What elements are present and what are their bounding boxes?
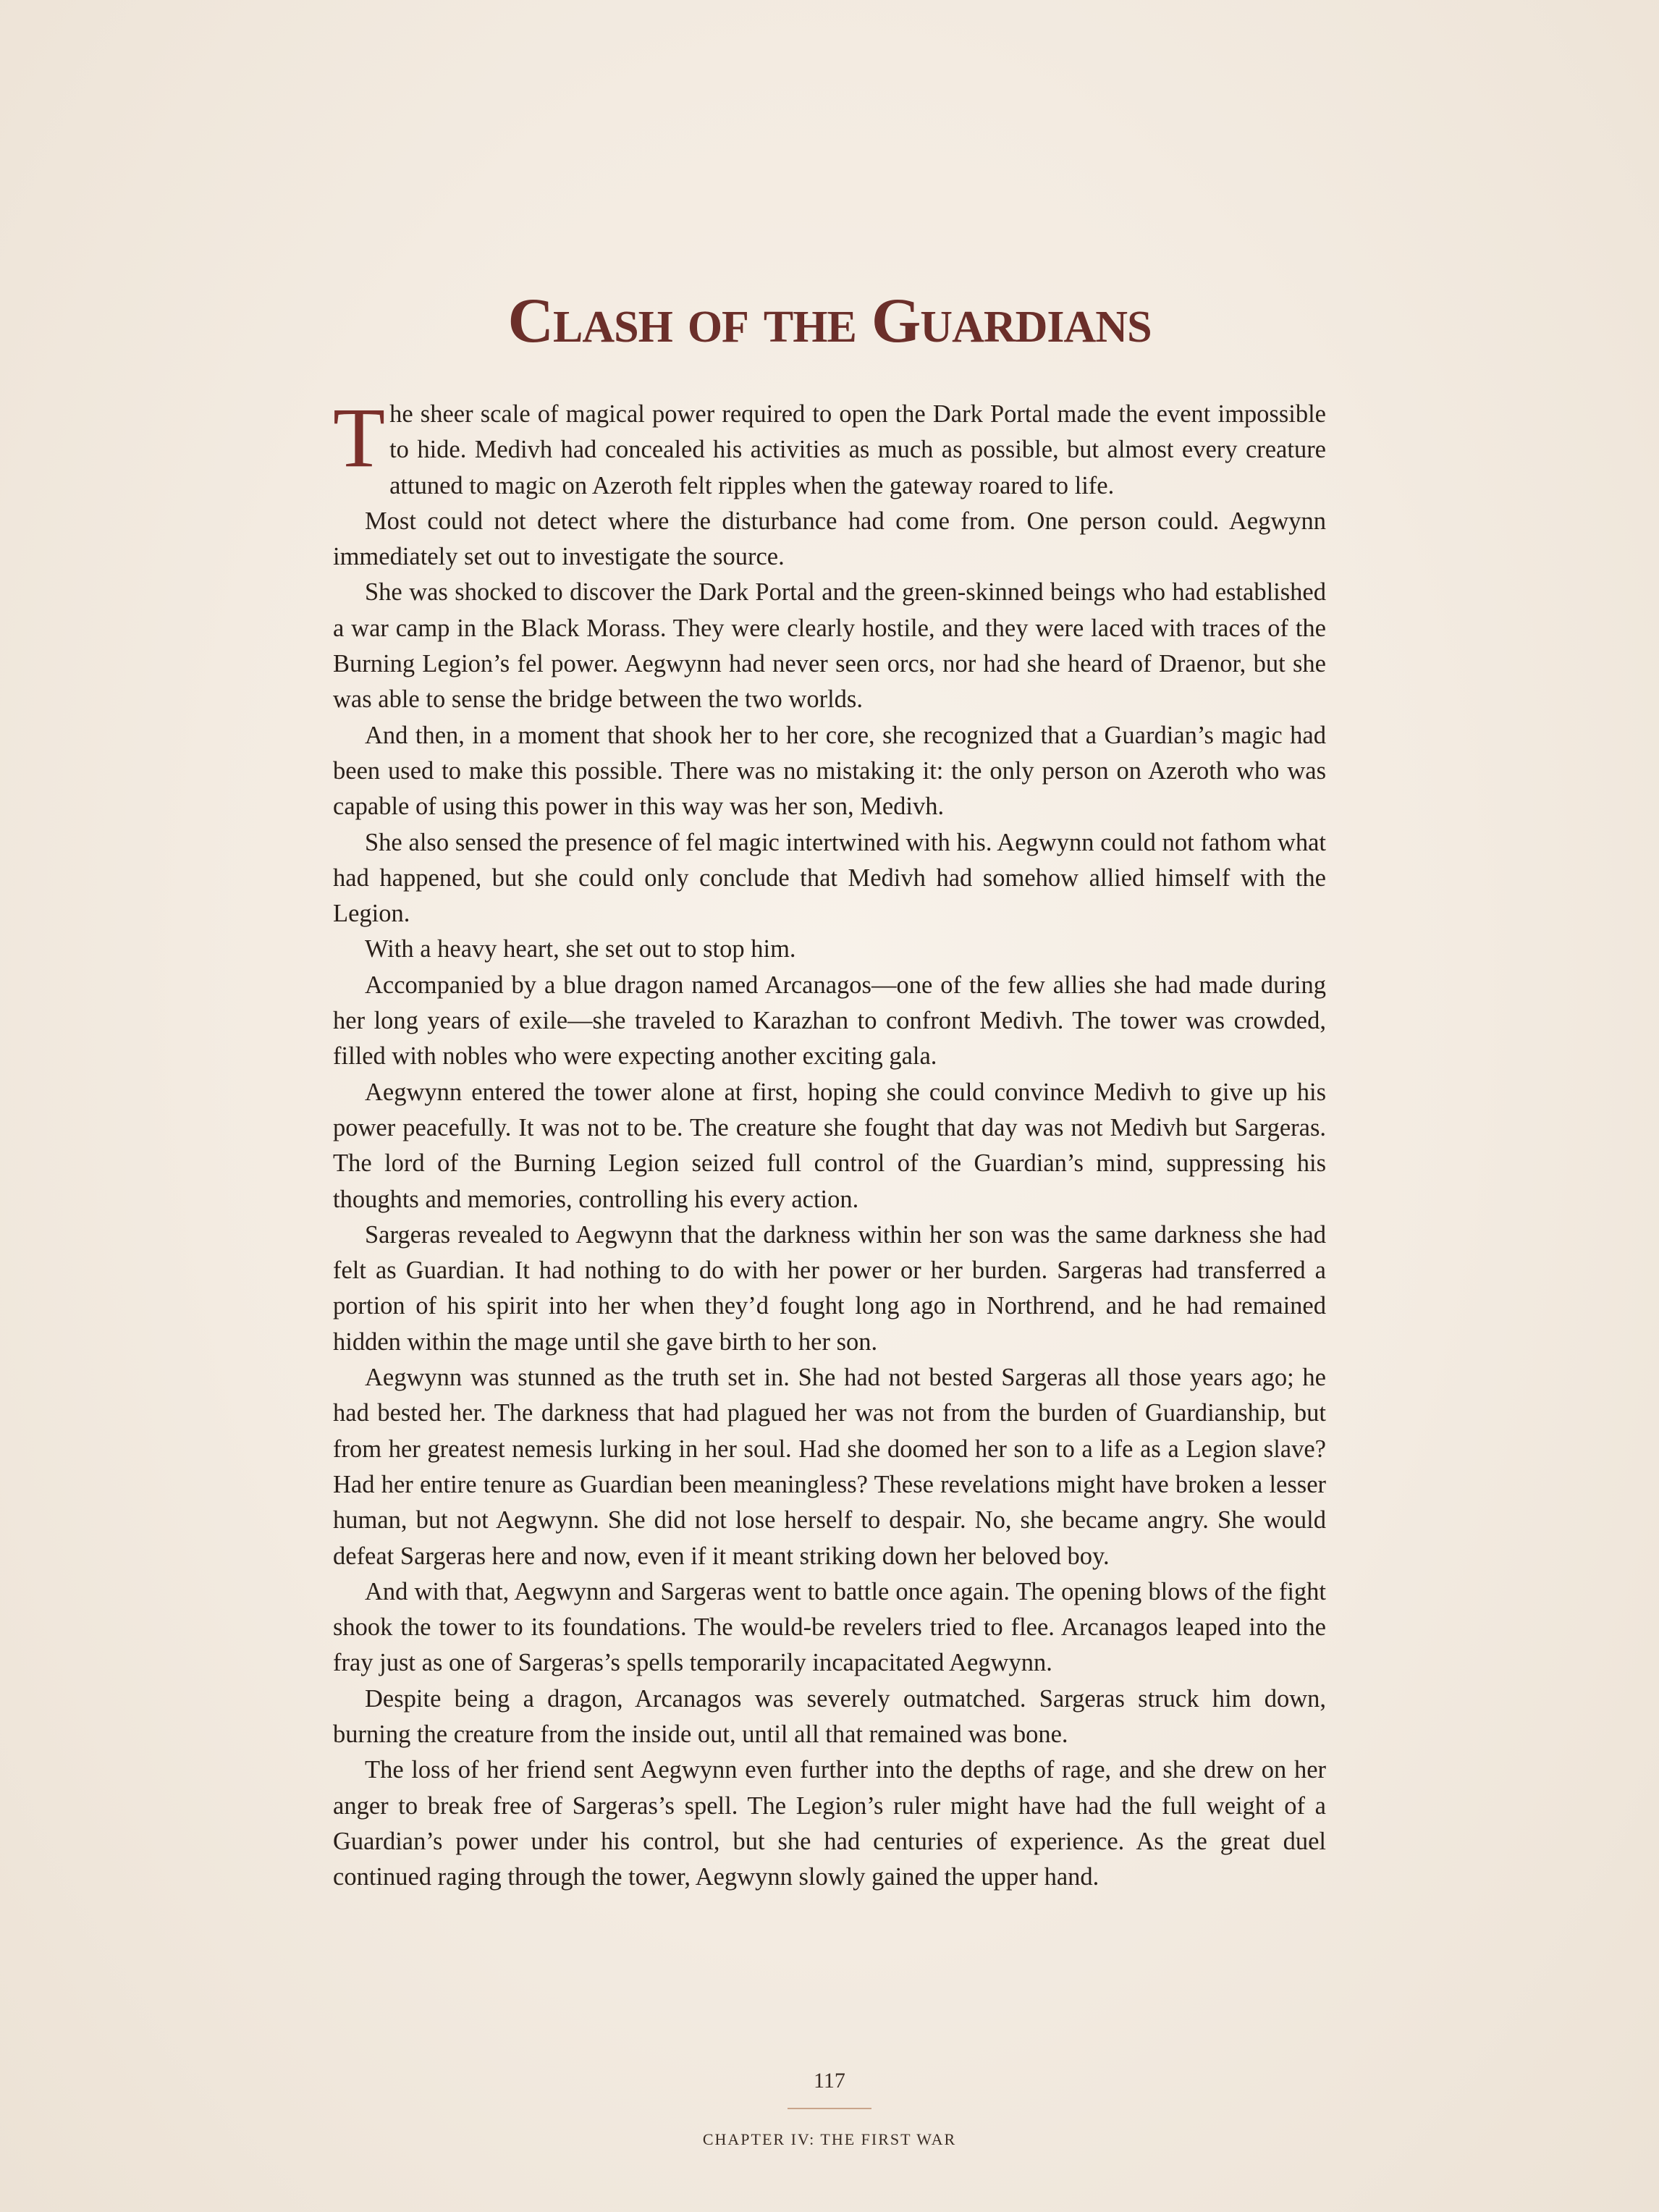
paragraph-8: Aegwynn entered the tower alone at first, hoping she could convince Medivh to give up his power peacefully. It was not to be. The creature she fought that day was not Medivh but Sargeras. The lord of the Burning Legion seized full control of the Guardian’s mind, suppressing his thoughts and memories, controlling his every action.: [333, 1078, 1326, 1213]
paragraph-11: And with that, Aegwynn and Sargeras went to battle once again. The opening blows of the fight shook the tower to its foundations. The would-be revelers tried to flee. Arcanagos leaped into the fray just as one of Sargeras’s spells temporarily incapacitated Aegwynn.: [333, 1577, 1326, 1677]
paragraph-2: Most could not detect where the disturbance had come from. One person could. Aegwynn immediately set out to investigate the source.: [333, 507, 1326, 571]
paragraph-10: Aegwynn was stunned as the truth set in. She had not bested Sargeras all those years ago; he had bested her. The darkness that had plagued her was not from the burden of Guardianship, but from her greatest nemesis lurking in her soul. Had she doomed her son to a life as a Legion slave? Had her entire tenure as Guardian been meaningless? These revelations might have broken a lesser human, but not Aegwynn. She did not lose herself to despair. No, she became angry. She would defeat Sargeras here and now, even if it meant striking down her beloved boy.: [333, 1364, 1326, 1570]
paragraph-3: She was shocked to discover the Dark Portal and the green-skinned beings who had established a war camp in the Black Morass. They were clearly hostile, and they were laced with traces of the Burning Legion’s fel power. Aegwynn had never seen orcs, nor had she heard of Draenor, but she was able to sense the bridge between the two worlds.: [333, 578, 1326, 714]
paragraph-4: And then, in a moment that shook her to her core, she recognized that a Guardian’s magic had been used to make this possible. There was no mistaking it: the only person on Azeroth who was capable of using this power in this way was her son, Medivh.: [333, 721, 1326, 821]
paragraph-6: With a heavy heart, she set out to stop him.: [365, 935, 796, 963]
paragraph-5: She also sensed the presence of fel magic intertwined with his. Aegwynn could not fathom what had happened, but she could only conclude that Medivh had somehow allied himself with the Legion.: [333, 828, 1326, 928]
drop-cap: T: [333, 390, 386, 485]
page-number: 117: [814, 2069, 845, 2093]
chapter-label: CHAPTER IV: THE FIRST WAR: [702, 2130, 957, 2148]
page-title: Clash of the Guardians: [507, 286, 1152, 356]
paragraph-1-text: he sheer scale of magical power required to open the Dark Portal made the event impossible to hide. Medivh had concealed his activities as much as possible, but almost every creature attuned to magic on Azeroth felt ripples when the gateway roared to life.: [389, 400, 1326, 499]
paragraph-9: Sargeras revealed to Aegwynn that the darkness within her son was the same darkness she had felt as Guardian. It had nothing to do with her power or her burden. Sargeras had transferred a portion of his spirit into her when they’d fought long ago in Northrend, and he had remained hidden within the mage until she gave birth to her son.: [333, 1220, 1326, 1356]
footer-divider: [788, 2108, 871, 2109]
paragraph-7: Accompanied by a blue dragon named Arcanagos—one of the few allies she had made during her long years of exile—she traveled to Karazhan to confront Medivh. The tower was crowded, filled with nobles who were expecting another exciting gala.: [333, 971, 1326, 1071]
body-text: [333, 390, 1326, 1895]
paragraph-13: The loss of her friend sent Aegwynn even further into the depths of rage, and she drew on her anger to break free of Sargeras’s spell. The Legion’s ruler might have had the full weight of a Guardian’s power under his control, but she had centuries of experience. As the great duel continued raging through the tower, Aegwynn slowly gained the upper hand.: [333, 1756, 1326, 1891]
paragraph-12: Despite being a dragon, Arcanagos was severely outmatched. Sargeras struck him down, burning the creature from the inside out, until all that remained was bone.: [333, 1684, 1326, 1748]
paragraph-1: [333, 390, 1326, 504]
